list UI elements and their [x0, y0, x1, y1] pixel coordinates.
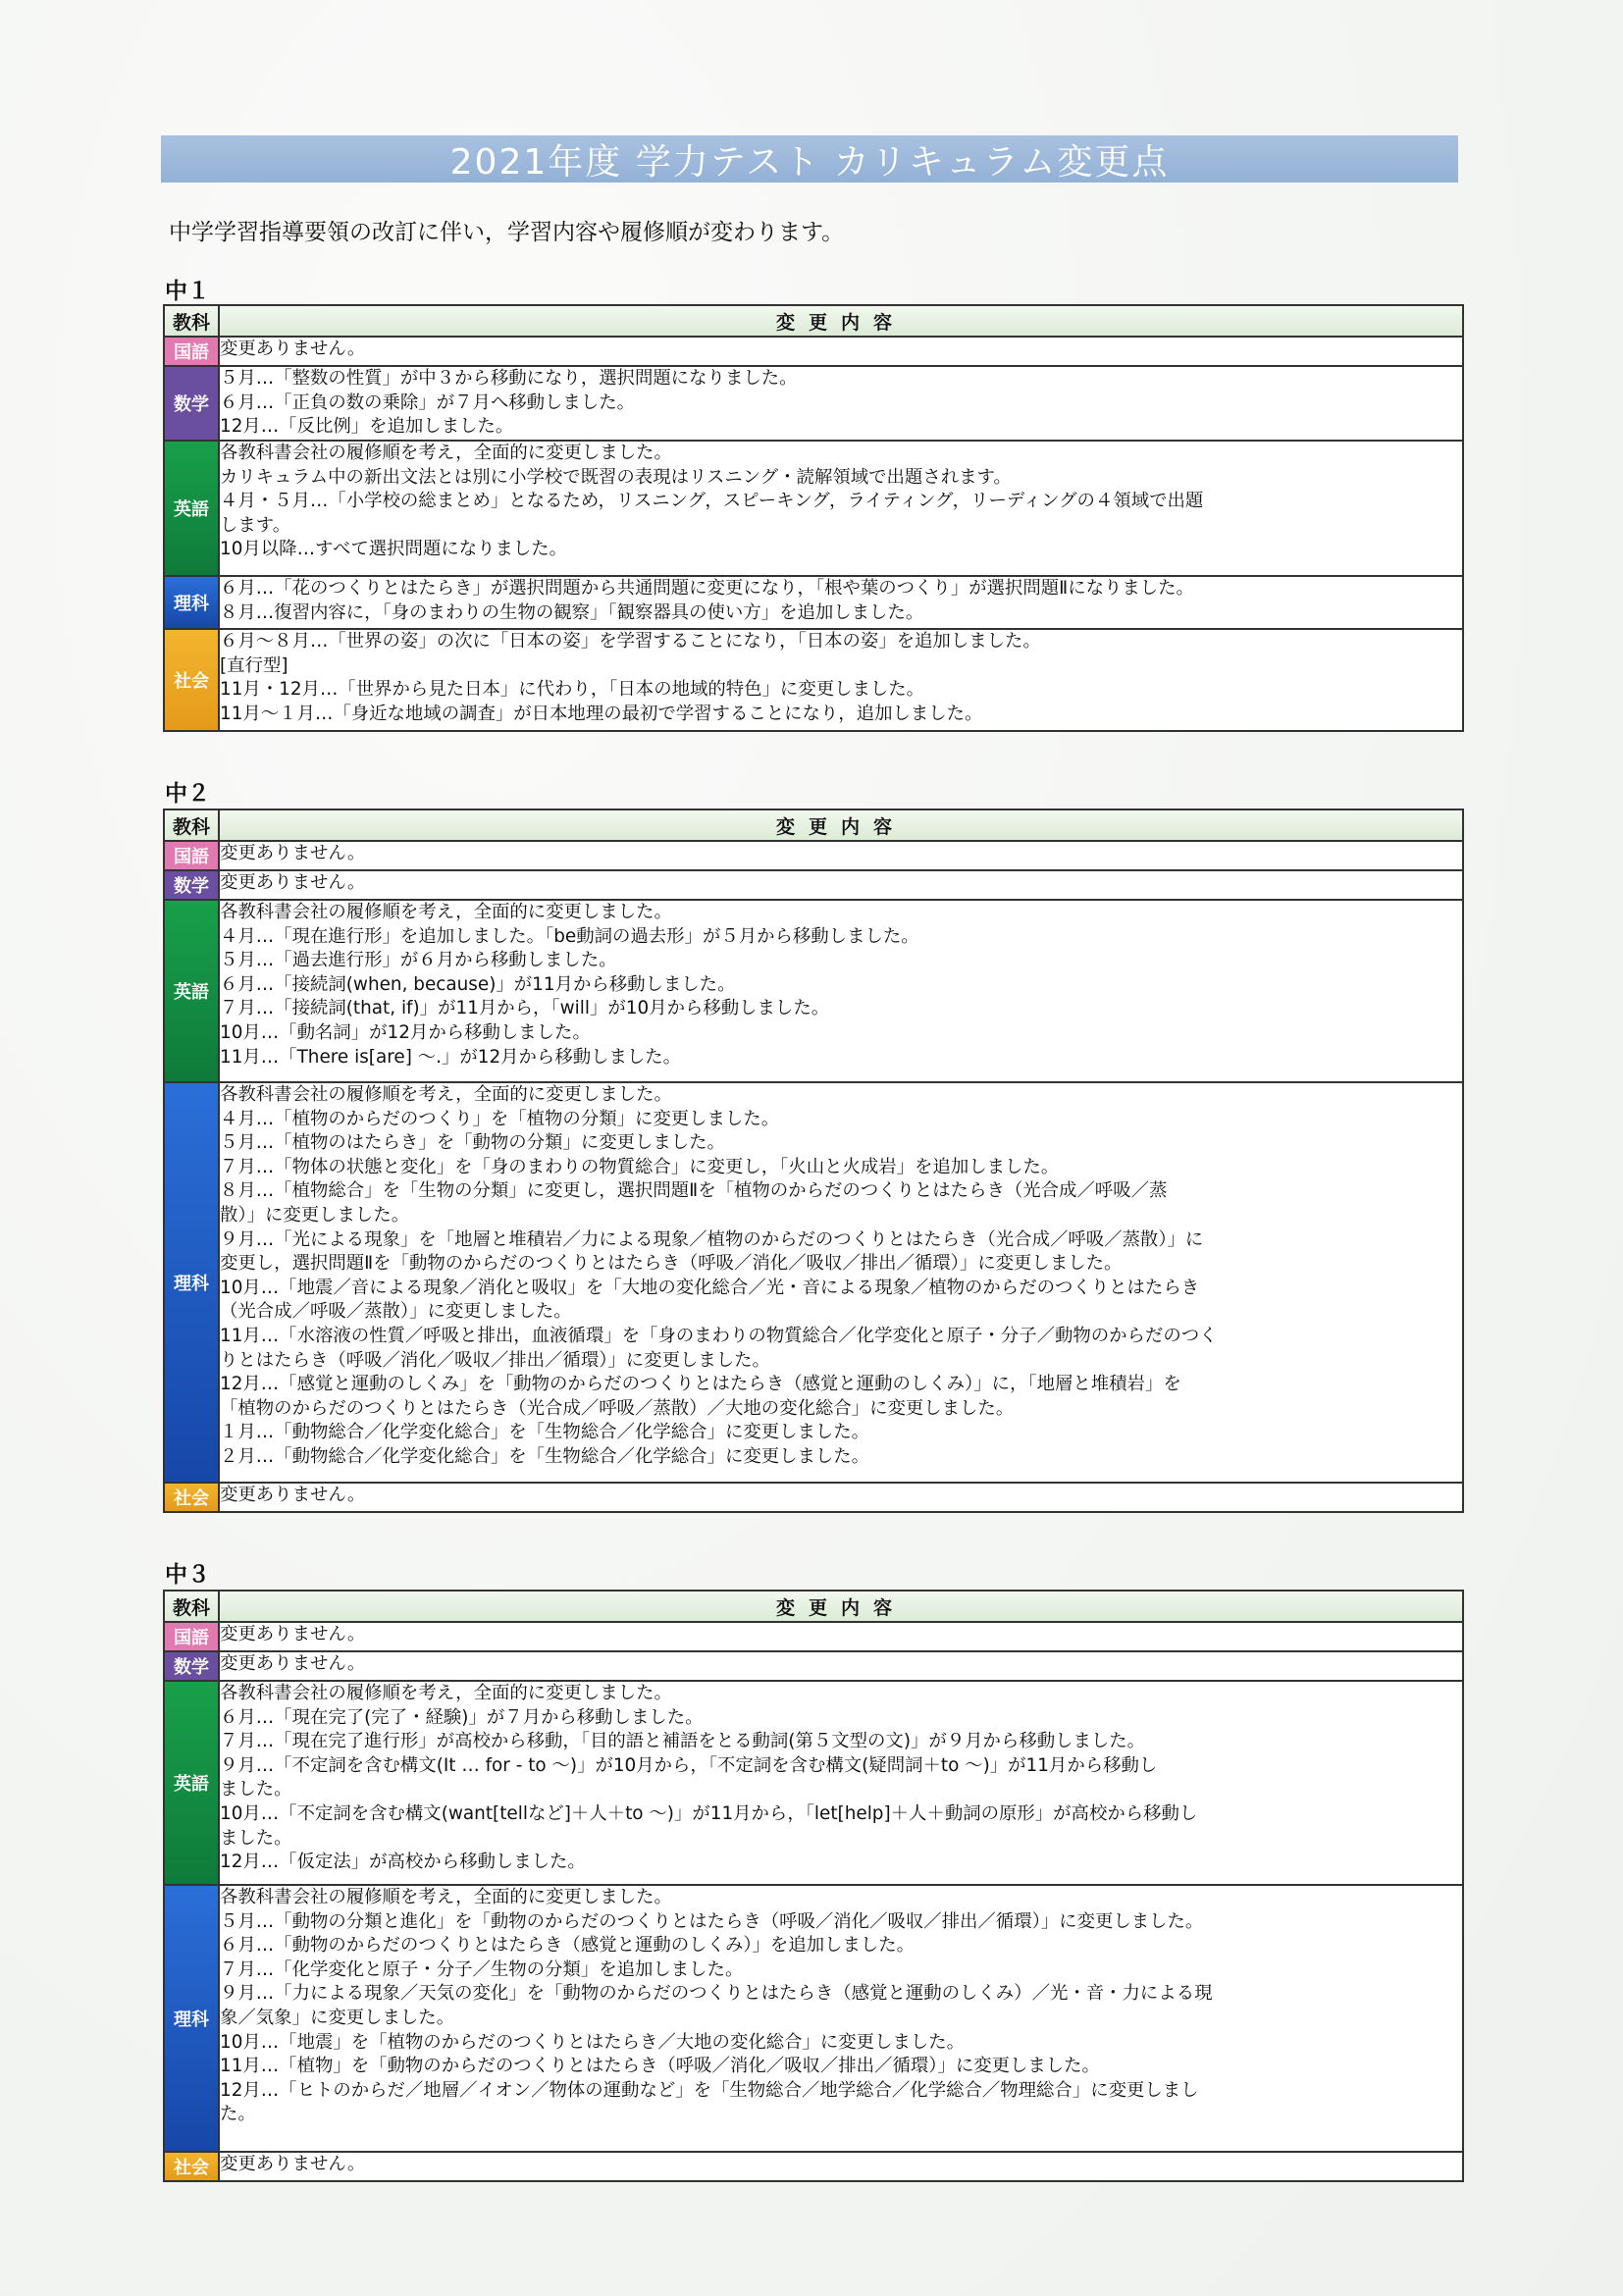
- subject-cell-math: 数学: [164, 1651, 219, 1681]
- content-line: 10月…「地震／音による現象／消化と吸収」を「大地の変化総合／光・音による現象／植物のからだのつくりとはたらき: [220, 1277, 1200, 1298]
- content-line: （光合成／呼吸／蒸散）」に変更しました。: [220, 1301, 572, 1323]
- subject-cell-science: 理科: [164, 576, 219, 629]
- table-row: [164, 870, 1463, 900]
- content-line: 各教科書会社の履修順を考え，全面的に変更しました。: [220, 1084, 672, 1105]
- content-line: 変更ありません。: [220, 843, 366, 863]
- table-header-row: [164, 809, 1463, 841]
- table-row: [164, 1651, 1463, 1681]
- content-line: 各教科書会社の履修順を考え，全面的に変更しました。: [220, 443, 672, 463]
- content-line: 10月以降…すべて選択問題になりました。: [220, 539, 568, 560]
- content-line: ８月…「植物総合」を「生物の分類」に変更し，選択問題Ⅱを「植物のからだのつくりとはたらき（光合成／呼吸／蒸: [220, 1180, 1168, 1202]
- grade-label: 中３: [165, 1562, 210, 1588]
- content-line: ６月…「正負の数の乗除」が７月へ移動しました。: [220, 391, 635, 413]
- content-line: 変更ありません。: [220, 1653, 366, 1674]
- intro-text: 中学学習指導要領の改訂に伴い，学習内容や履修順が変わります。: [169, 220, 845, 245]
- grade-label: 中２: [165, 781, 210, 807]
- content-line: た。: [220, 2104, 256, 2125]
- table-row: [164, 1483, 1463, 1512]
- title-banner: [161, 135, 1458, 183]
- content-cell: [219, 1622, 1463, 1651]
- subject-cell-english: 英語: [164, 441, 219, 576]
- table-row: [164, 841, 1463, 870]
- content-line: ４月…「現在進行形」を追加しました。「be動詞の過去形」が５月から移動しました。: [220, 925, 919, 947]
- content-line: ９月…「光による現象」を「地層と堆積岩／力による現象／植物のからだのつくりとはたらき（光合成／呼吸／蒸散）」に: [220, 1228, 1204, 1250]
- content-line: りとはたらき（呼吸／消化／吸収／排出／循環）」に変更しました。: [220, 1349, 770, 1371]
- header-content: 変更内容: [219, 1591, 1463, 1622]
- table-row: [164, 1681, 1463, 1885]
- table-header-row: [164, 1591, 1463, 1622]
- content-line: ８月…復習内容に，「身のまわりの生物の観察」「観察器具の使い方」を追加しました。: [220, 601, 924, 623]
- header-subject: 教科: [164, 809, 219, 841]
- table-header-row: [164, 305, 1463, 337]
- content-cell: [219, 2152, 1463, 2181]
- content-cell: [219, 1082, 1463, 1483]
- content-line: 10月…「不定詞を含む構文(want[tellなど]＋人＋to ～)」が11月から，「let[help]＋人＋動詞の原形」が高校から移動し: [220, 1802, 1198, 1824]
- header-subject: 教科: [164, 305, 219, 337]
- subject-cell-social: 社会: [164, 1483, 219, 1512]
- curriculum-table: [163, 304, 1464, 732]
- content-line: ました。: [220, 1827, 292, 1849]
- subject-cell-math: 数学: [164, 870, 219, 900]
- content-line: ６月…「接続詞(when, because)」が11月から移動しました。: [220, 973, 736, 995]
- content-cell: [219, 629, 1463, 731]
- content-line: 12月…「感覚と運動のしくみ」を「動物のからだのつくりとはたらき（感覚と運動のしくみ）」に，「地層と堆積岩」を: [220, 1374, 1181, 1395]
- header-content: 変更内容: [219, 305, 1463, 337]
- curriculum-table: [163, 1590, 1464, 2182]
- content-line: 変更ありません。: [220, 1624, 366, 1644]
- subject-cell-social: 社会: [164, 629, 219, 731]
- content-line: ７月…「化学変化と原子・分子／生物の分類」を追加しました。: [220, 1958, 744, 1980]
- content-line: ７月…「接続詞(that, if)」が11月から，「will」が10月から移動しました。: [220, 998, 830, 1019]
- content-line: ９月…「力による現象／天気の変化」を「動物のからだのつくりとはたらき（感覚と運動のしくみ）／光・音・力による現: [220, 1983, 1213, 2005]
- subject-cell-science: 理科: [164, 1082, 219, 1483]
- content-line: 12月…「反比例」を追加しました。: [220, 416, 514, 438]
- content-line: 各教科書会社の履修順を考え，全面的に変更しました。: [220, 902, 672, 922]
- content-cell: [219, 441, 1463, 576]
- table-row: [164, 366, 1463, 441]
- content-line: ９月…「不定詞を含む構文(It … for - to ～)」が10月から，「不定詞を含む構文(疑問詞＋to ～)」が11月から移動し: [220, 1754, 1158, 1776]
- content-line: ４月・５月…「小学校の総まとめ」となるため，リスニング，スピーキング，ライティング，リーディングの４領域で出題: [220, 491, 1204, 512]
- content-line: ６月…「動物のからだのつくりとはたらき（感覚と運動のしくみ）」を追加しました。: [220, 1935, 916, 1957]
- subject-cell-kokugo: 国語: [164, 1622, 219, 1651]
- content-cell: [219, 337, 1463, 366]
- content-line: 11月…「植物」を「動物のからだのつくりとはたらき（呼吸／消化／吸収／排出／循環）」に変更しました。: [220, 2056, 1100, 2077]
- content-line: ５月…「植物のはたらき」を「動物の分類」に変更しました。: [220, 1132, 725, 1154]
- content-cell: [219, 366, 1463, 441]
- content-line: 散）」に変更しました。: [220, 1204, 410, 1226]
- content-line: 11月…「水溶液の性質／呼吸と排出，血液循環」を「身のまわりの物質総合／化学変化と原子・分子／動物のからだのつく: [220, 1325, 1218, 1346]
- content-line: 12月…「ヒトのからだ／地層／イオン／物体の運動など」を「生物総合／地学総合／化学総合／物理総合」に変更しまし: [220, 2079, 1199, 2101]
- table-row: [164, 900, 1463, 1082]
- content-line: 11月～１月…「身近な地域の調査」が日本地理の最初で学習することになり，追加しました。: [220, 703, 983, 724]
- content-line: します。: [220, 514, 291, 536]
- content-line: 10月…「地震」を「植物のからだのつくりとはたらき／大地の変化総合」に変更しました。: [220, 2031, 966, 2053]
- content-cell: [219, 1651, 1463, 1681]
- table-row: [164, 441, 1463, 576]
- content-line: カリキュラム中の新出文法とは別に小学校で既習の表現はリスニング・読解領域で出題されます。: [220, 466, 1012, 488]
- curriculum-table: [163, 809, 1464, 1513]
- content-cell: [219, 1885, 1463, 2152]
- content-line: ４月…「植物のからだのつくり」を「植物の分類」に変更しました。: [220, 1108, 780, 1129]
- subject-cell-social: 社会: [164, 2152, 219, 2181]
- content-cell: [219, 870, 1463, 900]
- page-title: 2021年度 学力テスト カリキュラム変更点: [449, 141, 1170, 183]
- content-line: 変更ありません。: [220, 339, 366, 359]
- subject-cell-math: 数学: [164, 366, 219, 441]
- content-cell: [219, 1681, 1463, 1885]
- content-line: ５月…「整数の性質」が中３から移動になり，選択問題になりました。: [220, 368, 798, 389]
- content-cell: [219, 576, 1463, 629]
- table-row: [164, 337, 1463, 366]
- content-cell: [219, 900, 1463, 1082]
- content-line: 変更し，選択問題Ⅱを「動物のからだのつくりとはたらき（呼吸／消化／吸収／排出／循環）」に変更しました。: [220, 1253, 1123, 1275]
- content-line: ２月…「動物総合／化学変化総合」を「生物総合／化学総合」に変更しました。: [220, 1445, 870, 1467]
- content-line: 11月…「There is[are] ～.」が12月から移動しました。: [220, 1046, 682, 1068]
- content-line: 象／気象」に変更しました。: [220, 2007, 455, 2028]
- table-row: [164, 1622, 1463, 1651]
- content-line: 「植物のからだのつくりとはたらき（光合成／呼吸／蒸散）／大地の変化総合」に変更しました。: [220, 1397, 1015, 1419]
- content-line: ５月…「過去進行形」が６月から移動しました。: [220, 950, 617, 971]
- table-row: [164, 2152, 1463, 2181]
- content-cell: [219, 1483, 1463, 1512]
- content-line: 変更ありません。: [220, 2154, 366, 2174]
- table-row: [164, 1885, 1463, 2152]
- subject-cell-english: 英語: [164, 900, 219, 1082]
- table-row: [164, 576, 1463, 629]
- content-line: [直行型]: [220, 654, 288, 676]
- content-line: １月…「動物総合／化学変化総合」を「生物総合／化学総合」に変更しました。: [220, 1422, 870, 1443]
- table-row: [164, 629, 1463, 731]
- content-line: ６月～８月…「世界の姿」の次に「日本の姿」を学習することになり，「日本の姿」を追加しました。: [220, 631, 1041, 652]
- content-line: 11月・12月…「世界から見た日本」に代わり，「日本の地域的特色」に変更しました。: [220, 679, 925, 701]
- content-line: ６月…「花のつくりとはたらき」が選択問題から共通問題に変更になり，「根や葉のつくり」が選択問題Ⅱになりました。: [220, 578, 1194, 599]
- table-row: [164, 1082, 1463, 1483]
- subject-cell-science: 理科: [164, 1885, 219, 2152]
- subject-cell-kokugo: 国語: [164, 841, 219, 870]
- content-line: ５月…「動物の分類と進化」を「動物のからだのつくりとはたらき（呼吸／消化／吸収／排出／循環）」に変更しました。: [220, 1910, 1204, 1932]
- header-subject: 教科: [164, 1591, 219, 1622]
- content-line: 各教科書会社の履修順を考え，全面的に変更しました。: [220, 1887, 672, 1907]
- subject-cell-kokugo: 国語: [164, 337, 219, 366]
- content-line: 各教科書会社の履修順を考え，全面的に変更しました。: [220, 1683, 672, 1703]
- content-line: 12月…「仮定法」が高校から移動しました。: [220, 1852, 586, 1873]
- content-line: ６月…「現在完了(完了・経験)」が７月から移動しました。: [220, 1706, 704, 1728]
- content-line: 10月…「動名詞」が12月から移動しました。: [220, 1021, 591, 1043]
- content-line: ました。: [220, 1779, 292, 1800]
- subject-cell-english: 英語: [164, 1681, 219, 1885]
- content-line: 変更ありません。: [220, 1485, 366, 1505]
- content-line: ７月…「現在完了進行形」が高校から移動，「目的語と補語をとる動詞(第５文型の文)」が９月から移動しました。: [220, 1731, 1146, 1752]
- content-cell: [219, 841, 1463, 870]
- content-line: 変更ありません。: [220, 872, 366, 893]
- header-content: 変更内容: [219, 809, 1463, 841]
- grade-label: 中１: [165, 279, 210, 304]
- content-line: ７月…「物体の状態と変化」を「身のまわりの物質総合」に変更し，「火山と火成岩」を追加しました。: [220, 1156, 1060, 1177]
